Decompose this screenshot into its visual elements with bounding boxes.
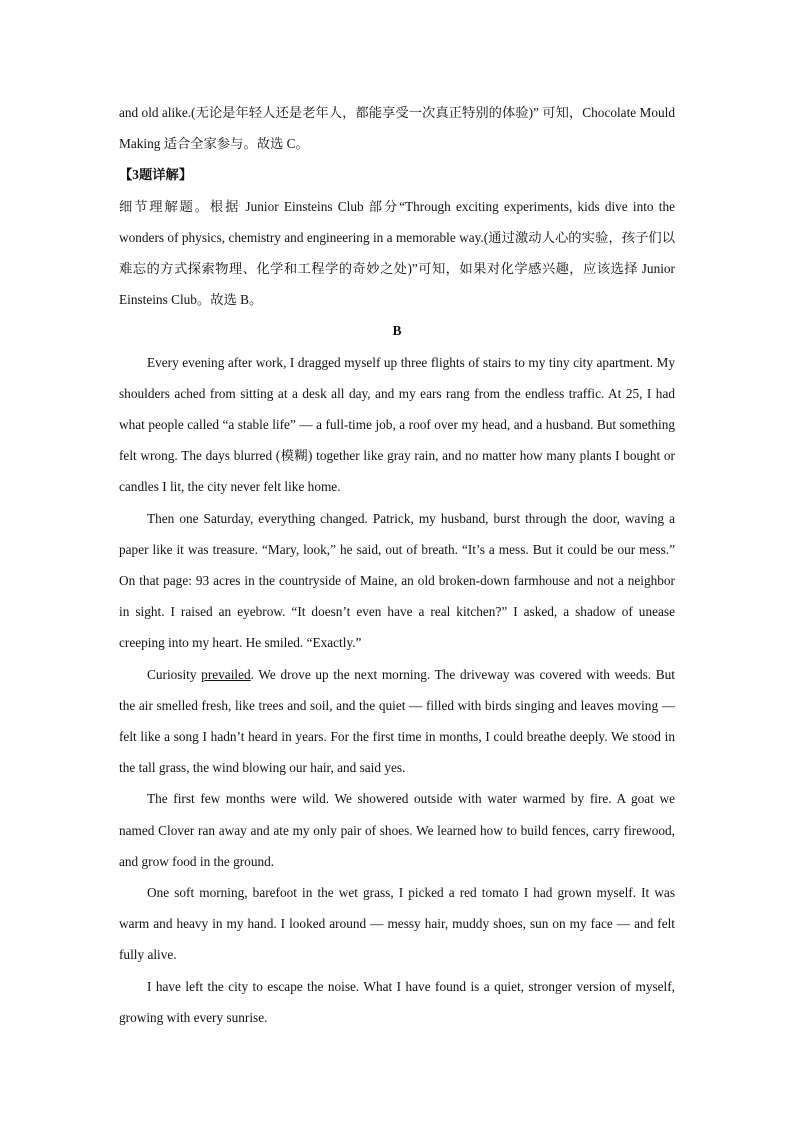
passage-paragraph-3 [119, 659, 675, 784]
passage-paragraph-1: Every evening after work, I dragged myself up three flights of stairs to my tiny city apartment. My shoulders ached from sitting at a desk all day, and my ears rang from the endless traffic. At 25, I had what people called “a stable life” — a full-time job, a roof over my head, and a husband. But something felt wrong. The days blurred (模糊) together like gray rain, and no matter how many plants I bought or candles I lit, the city never felt like home. [119, 354, 675, 495]
paragraph-3-rest: . We drove up the next morning. The driveway was covered with weeds. But the air smelled fresh, like trees and soil, and the quiet — filled with birds singing and leaves moving — felt like a song I hadn’t heard in years. For the first time in months, I could breathe deeply. We stood in the tall grass, the wind blowing our hair, and said yes. [119, 666, 675, 776]
underlined-word-prevailed: prevailed [201, 666, 251, 682]
question-3-heading: 【3题详解】 [119, 167, 193, 183]
explanation-paragraph-1: and old alike.(无论是年轻人还是老年人，都能享受一次真正特别的体验)” 可知，Chocolate Mould Making 适合全家参与。故选 C。 [119, 105, 675, 152]
passage-paragraph-5: One soft morning, barefoot in the wet grass, I picked a red tomato I had grown myself. It was warm and heavy in my hand. I looked around — messy hair, muddy shoes, sun on my face — and felt fully alive. [119, 885, 675, 963]
explanation-paragraph-2: 细节理解题。根据 Junior Einsteins Club 部分“Through exciting experiments, kids dive into the wonders of physics, chemistry and engineering in a memorable way.(通过激动人心的实验，孩子们以难忘的方式探索物理、化学和工程学的奇妙之处)”可知，如果对化学感兴趣，应该选择 Junior Einsteins Club。故选 B。 [119, 198, 675, 308]
passage-b-title: B [392, 323, 402, 339]
paragraph-3-start: Curiosity [147, 666, 202, 682]
document-page [119, 97, 675, 1033]
passage-paragraph-2: Then one Saturday, everything changed. Patrick, my husband, burst through the door, waving a paper like it was treasure. “Mary, look,” he said, out of breath. “It’s a mess. But it could be our mess.” On that page: 93 acres in the countryside of Maine, an old broken-down farmhouse and not a neighbor in sight. I raised an eyebrow. “It doesn’t even have a real kitchen?” I asked, a shadow of unease creeping into my heart. He smiled. “Exactly.” [119, 510, 675, 651]
passage-paragraph-6: I have left the city to escape the noise. What I have found is a quiet, stronger version of myself, growing with every sunrise. [119, 978, 675, 1025]
passage-paragraph-4: The first few months were wild. We showered outside with water warmed by fire. A goat we named Clover ran away and ate my only pair of shoes. We learned how to build fences, carry firewood, and grow food in the ground. [119, 791, 675, 869]
